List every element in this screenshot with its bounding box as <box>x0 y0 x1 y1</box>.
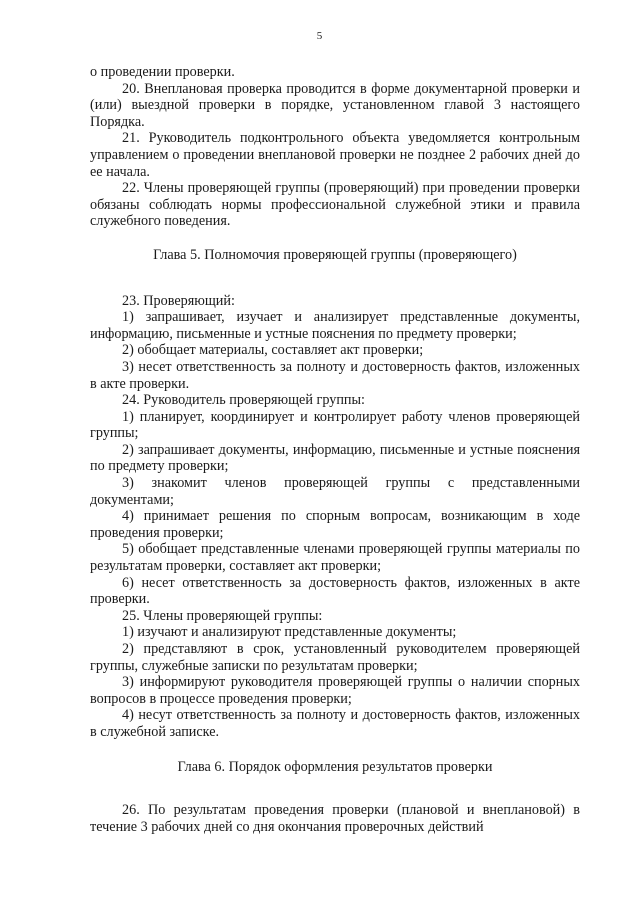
paragraph: 20. Внеплановая проверка проводится в форме документарной проверки и (или) выездной проверки в порядке, установленном главой 3 настоящего Порядка. <box>90 80 580 130</box>
paragraph: 3) знакомит членов проверяющей группы с представленными документами; <box>90 475 580 508</box>
paragraph: 22. Члены проверяющей группы (проверяющий) при проведении проверки обязаны соблюдать нормы профессиональной служебной этики и правила служебного поведения. <box>90 180 580 230</box>
paragraph: 21. Руководитель подконтрольного объекта уведомляется контрольным управлением о проведении внеплановой проверки не позднее 2 рабочих дней до ее начала. <box>90 130 580 180</box>
paragraph: 3) несет ответственность за полноту и достоверность фактов, изложенных в акте проверки. <box>90 358 580 392</box>
paragraph: 2) обобщает материалы, составляет акт проверки; <box>122 342 424 359</box>
chapter-6-heading: Глава 6. Порядок оформления результатов проверки <box>177 758 493 775</box>
paragraph: о проведении проверки. <box>90 64 235 80</box>
paragraph: 1) запрашивает, изучает и анализирует представленные документы, информацию, письменные и устные пояснения по предмету проверки; <box>90 309 580 342</box>
paragraph: 2) запрашивает документы, информацию, письменные и устные пояснения по предмету проверки; <box>90 441 580 475</box>
paragraph: 4) принимает решения по спорным вопросам, возникающим в ходе проведения проверки; <box>90 508 580 541</box>
paragraph: 2) представляют в срок, установленный руководителем проверяющей группы, служебные записки по результатам проверки; <box>90 641 580 674</box>
paragraph: 4) несут ответственность за полноту и достоверность фактов, изложенных в служебной записке. <box>90 707 580 740</box>
document-body <box>90 64 580 835</box>
paragraph: 3) информируют руководителя проверяющей группы о наличии спорных вопросов в процессе проведения проверки; <box>90 674 580 707</box>
chapter-5-heading: Глава 5. Полномочия проверяющей группы (проверяющего) <box>153 246 517 263</box>
paragraph: 1) изучают и анализируют представленные документы; <box>122 624 457 641</box>
paragraph: 25. Члены проверяющей группы: <box>122 607 323 624</box>
page-number: 5 <box>316 30 323 42</box>
paragraph: 1) планирует, координирует и контролирует работу членов проверяющей группы; <box>90 408 580 442</box>
paragraph: 26. По результатам проведения проверки (плановой и внеплановой) в течение 3 рабочих дней со дня окончания проверочных действий <box>90 802 580 835</box>
paragraph: 24. Руководитель проверяющей группы: <box>122 392 365 409</box>
paragraph: 23. Проверяющий: <box>122 292 235 309</box>
paragraph: 5) обобщает представленные членами проверяющей группы материалы по результатам проверки, составляет акт проверки; <box>90 541 580 575</box>
paragraph: 6) несет ответственность за достоверность фактов, изложенных в акте проверки. <box>90 574 580 608</box>
